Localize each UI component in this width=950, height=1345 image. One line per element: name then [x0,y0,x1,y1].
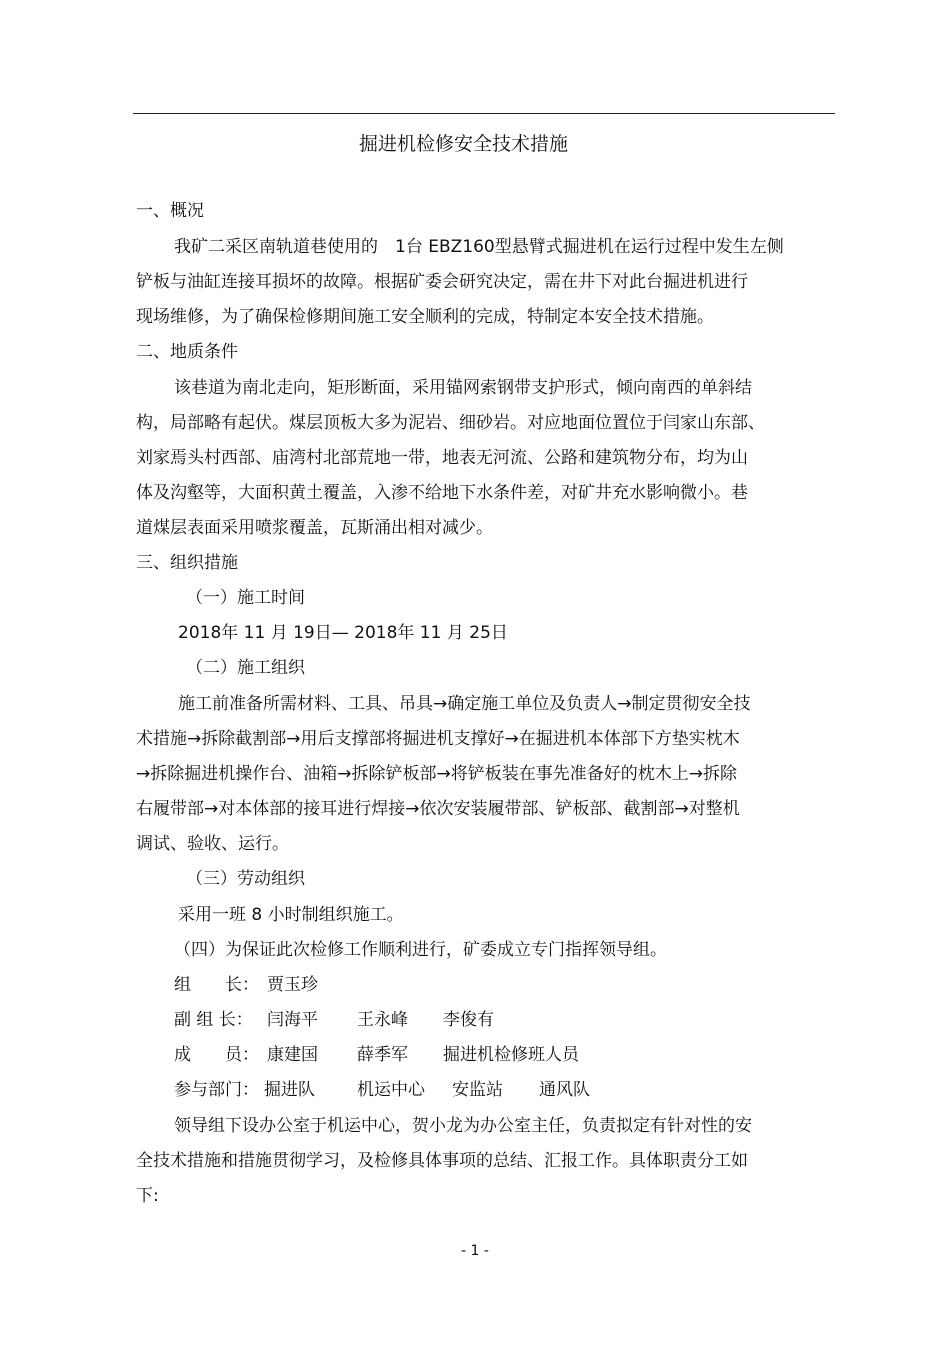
subsection-heading-labor: （三）劳动组织 [186,869,305,889]
roster-name: 掘进机检修班人员 [443,1045,579,1065]
roster-name: 薛季军 [357,1045,408,1065]
department-name: 机运中心 [357,1080,425,1100]
section-heading-overview: 一、概况 [136,201,204,221]
roster-name: 李俊有 [443,1010,494,1030]
paragraph-line: →拆除掘进机操作台、油箱→拆除铲板部→将铲板装在事先准备好的枕木上→拆除 [136,764,737,784]
department-name: 安监站 [452,1080,503,1100]
paragraph-line: 领导组下设办公室于机运中心，贺小龙为办公室主任，负责拟定有针对性的安 [174,1116,752,1136]
section-heading-geology: 二、地质条件 [136,342,238,362]
header-rule [133,113,835,114]
paragraph-line: 调试、验收、运行。 [136,834,289,854]
subsection-heading-time: （一）施工时间 [186,588,305,608]
paragraph-line: 铲板与油缸连接耳损坏的故障。根据矿委会研究决定，需在井下对此台掘进机进行 [136,272,748,292]
roster-name: 贾玉珍 [267,975,318,995]
roster-name: 王永峰 [357,1010,408,1030]
construction-period: 2018年 11 月 19日— 2018年 11 月 25日 [178,623,508,643]
paragraph-line: 施工前准备所需材料、工具、吊具→确定施工单位及负责人→制定贯彻安全技 [178,694,751,714]
paragraph-line: 右履带部→对本体部的接耳进行焊接→依次安装履带部、铲板部、截割部→对整机 [136,799,740,819]
paragraph-line: 全技术措施和措施贯彻学习，及检修具体事项的总结、汇报工作。具体职责分工如 [136,1151,748,1171]
document-title: 掘进机检修安全技术措施 [359,133,569,155]
roster-label-members: 成 员： [174,1045,259,1065]
labor-shift: 采用一班 8 小时制组织施工。 [178,905,404,925]
subsection-heading-org: （二）施工组织 [186,658,305,678]
page-number: - 1 - [461,1243,489,1259]
roster-label-deputy: 副 组 长： [174,1010,253,1030]
paragraph-line: 道煤层表面采用喷浆覆盖，瓦斯涌出相对减少。 [136,518,493,538]
paragraph-line: 现场维修，为了确保检修期间施工安全顺利的完成，特制定本安全技术措施。 [136,307,714,327]
paragraph-line: 该巷道为南北走向，矩形断面，采用锚网索钢带支护形式，倾向南西的单斜结 [174,378,752,398]
department-name: 掘进队 [264,1080,315,1100]
paragraph-line: 术措施→拆除截割部→用后支撑部将掘进机支撑好→在掘进机本体部下方垫实枕木 [136,729,740,749]
roster-label-leader: 组 长： [174,975,259,995]
roster-label-departments: 参与部门： [174,1080,259,1100]
paragraph-line: 刘家焉头村西部、庙湾村北部荒地一带，地表无河流、公路和建筑物分布，均为山 [136,448,748,468]
paragraph-line: 下: [136,1186,159,1206]
roster-name: 康建国 [267,1045,318,1065]
subsection-heading-leadership: （四）为保证此次检修工作顺利进行，矿委成立专门指挥领导组。 [174,940,667,960]
roster-name: 闫海平 [267,1010,318,1030]
section-heading-organization: 三、组织措施 [136,553,238,573]
paragraph-line: 我矿二采区南轨道巷使用的 1台 EBZ160型悬臂式掘进机在运行过程中发生左侧 [174,237,784,257]
department-name: 通风队 [539,1080,590,1100]
paragraph-line: 构，局部略有起伏。煤层顶板大多为泥岩、细砂岩。对应地面位置位于闫家山东部、 [136,413,765,433]
paragraph-line: 体及沟壑等，大面积黄土覆盖，入渗不给地下水条件差，对矿井充水影响微小。巷 [136,483,748,503]
